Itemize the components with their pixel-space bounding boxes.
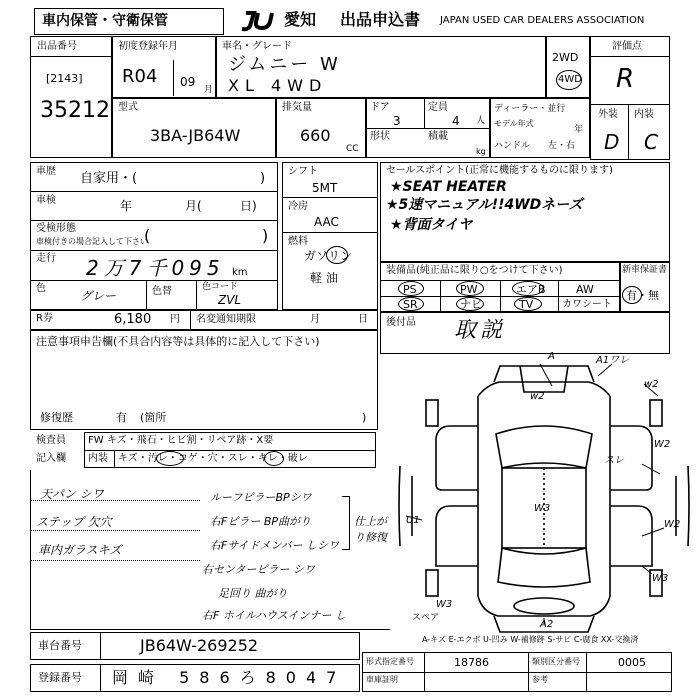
accepted-open: ( — [144, 226, 151, 245]
note-repair-finish: 仕上がり修復 — [354, 515, 387, 544]
accepted-note: 車検付きの場合記入して下さい — [36, 237, 148, 246]
mileage-label: 走行 — [36, 253, 56, 264]
model-year-unit: 年 — [574, 125, 584, 135]
equip-navi: ナビ — [460, 298, 482, 311]
diagram-mark-w3-a: W3 — [534, 503, 551, 514]
notes-label: 注意事項申告欄(不具合内容等は具体的に記入して下さい) — [36, 335, 320, 348]
repair-value: 有 — [116, 411, 127, 424]
note-step-hole: ステップ 欠穴 — [36, 515, 112, 529]
aircon-value: AAC — [314, 215, 339, 229]
interior-score: C — [644, 130, 658, 154]
diagram-mark-a1: A1ワレ — [596, 355, 630, 366]
reserve-label: 車庫証明 — [366, 675, 398, 684]
load-label: 積載 — [428, 131, 448, 142]
score-box — [590, 36, 670, 160]
score-label: 評価点 — [612, 41, 642, 52]
org-english: JAPAN USED CAR DEALERS ASSOCIATION — [440, 15, 645, 26]
entry-label: 記入欄 — [36, 453, 66, 464]
color-value: グレー — [80, 289, 117, 303]
selling-points-label: セールスポイント(正常に機能するものに限ります) — [386, 165, 613, 176]
equipment-label: 装備品(純正品に限り○をつけて下さい) — [386, 265, 563, 276]
fuel-label: 燃料 — [288, 236, 308, 247]
org-name: 愛知 — [284, 10, 317, 29]
diagram-mark-spare: スペア — [412, 613, 440, 623]
selling-point-3: ★背面タイヤ — [390, 217, 473, 233]
model-value: 3BA-JB64W — [150, 126, 241, 145]
reg-month-unit: 月 — [204, 85, 214, 95]
type-value: 18786 — [454, 656, 489, 669]
vehicle-grade: XL 4WD — [228, 76, 328, 95]
class-label: 類別区分番号 — [532, 657, 580, 666]
dealer-label: ディーラー・並行 — [494, 104, 566, 114]
color-change-label: 色替 — [152, 286, 172, 297]
drive-option-2wd: 2WD — [552, 51, 579, 64]
diagram-mark-w3-b: W3 — [652, 573, 669, 584]
doc-title: 出品申込書 — [340, 10, 421, 29]
note-glass-scratch: 車内ガラスキズ — [38, 543, 122, 557]
note-center-pillar: 右センターピラー シワ — [202, 563, 316, 576]
interior-row-label: 内装 — [88, 453, 108, 464]
color-code-label: 色コード — [202, 282, 239, 292]
checker-label: 検査員 — [36, 435, 66, 446]
displacement-label: 排気量 — [282, 102, 312, 113]
diagram-mark-a: A — [548, 351, 555, 362]
recycle-unit: 円 — [170, 314, 180, 325]
equip-pw: PW — [460, 283, 478, 296]
note-wheelhouse: 右F ホイルハウスインナー し — [202, 609, 346, 622]
vehicle-name: ジムニー W — [228, 54, 341, 75]
diagram-legend: A-キズ E-エクボ U-凹み W-補修跡 S-サビ C-腐食 XX-交換済 — [422, 635, 639, 644]
displacement-unit: CC — [346, 144, 359, 154]
interior-row: キズ・汚レ・コゲ・穴・スレ・キレ・破レ — [118, 453, 308, 464]
shift-label: シフト — [288, 166, 318, 177]
lot-number-label: 出品番号 — [37, 41, 77, 52]
history-close: ) — [260, 171, 266, 186]
lot-number: 35212 — [40, 98, 110, 123]
warranty-options: 有・無 — [626, 289, 659, 302]
handle-label: ハンドル — [494, 141, 531, 151]
equip-sr: SR — [403, 298, 418, 311]
after-parts-label: 後付品 — [386, 317, 416, 328]
capacity-value: 4 — [452, 114, 460, 128]
note-roof-wrinkle: 天パン シワ — [40, 487, 104, 501]
capacity-label: 定員 — [428, 102, 448, 113]
history-value: 自家用・( — [80, 171, 138, 186]
equip-aw: AW — [576, 283, 594, 296]
color-code: ZVL — [218, 293, 242, 307]
score-value: R — [616, 64, 635, 94]
repair-label: 修復歴 — [40, 411, 73, 424]
recycle-label: R券 — [36, 313, 53, 324]
color-label: 色 — [36, 283, 46, 294]
after-parts-value: 取説 — [454, 318, 507, 343]
repair-close: ) — [362, 411, 367, 424]
inspection-label: 車検 — [36, 195, 56, 206]
load-unit: kg — [476, 147, 486, 156]
plate-label: 登録番号 — [38, 671, 82, 684]
lot-prefix: [2143] — [46, 72, 83, 85]
recycle-value: 6,180 — [114, 312, 152, 327]
fuel-gasoline: ガソリン — [304, 249, 353, 263]
warranty-label: 新車保証書 — [622, 265, 668, 275]
reg-month: 09 — [180, 75, 196, 89]
mileage-value: 2万7千095 — [86, 256, 225, 280]
fw-row: FW キズ・飛石・ヒビ割・リペア跡・X要 — [88, 435, 274, 446]
diagram-mark-u1: U1 — [406, 515, 420, 526]
ju-logo — [240, 10, 284, 32]
reg-era-year: R04 — [122, 66, 158, 87]
shift-value: 5MT — [312, 181, 338, 195]
name-change-month: 月 — [310, 314, 320, 325]
shape-label: 形状 — [370, 131, 390, 142]
note-brace — [342, 496, 350, 550]
accepted-close: ) — [262, 226, 269, 245]
diagram-mark-w2-a: w2 — [530, 391, 545, 402]
reference-label: 参考 — [532, 675, 548, 684]
interior-stain-circle — [156, 451, 184, 466]
doors-label: ドア — [370, 102, 390, 113]
lot-box — [30, 36, 112, 158]
diagram-mark-w3-c: W3 — [436, 599, 453, 610]
inspection-year-unit: 年 — [120, 199, 133, 213]
after-parts-box — [380, 312, 670, 354]
note-f-pillar: 右Fピラー BP曲がり — [210, 515, 312, 528]
diagram-mark-scuff: スレ — [604, 455, 624, 466]
diagram-mark-w2-b: w2 — [644, 379, 659, 390]
exterior-score: D — [604, 130, 620, 154]
selling-point-2: ★5速マニュアル!!4WDネーズ — [386, 197, 583, 213]
chassis-label: 車台番号 — [38, 639, 82, 652]
note-roof-pillar: ルーフピラーBPシワ — [210, 491, 312, 504]
inspection-month-unit: 月( — [185, 199, 202, 213]
plate-value: 岡崎 586ろ8047 — [112, 668, 347, 687]
class-value: 0005 — [618, 656, 646, 669]
mileage-unit: km — [232, 267, 248, 278]
doors-value: 3 — [393, 114, 401, 128]
storage-label: 車内保管・守衛保管 — [42, 13, 168, 29]
handle-value: 左・右 — [548, 141, 576, 151]
drive-option-4wd: 4WD — [558, 74, 582, 85]
repair-place: (箇所 — [140, 411, 167, 424]
exterior-label: 外装 — [598, 109, 618, 120]
ju-logo-icon — [240, 10, 284, 32]
equip-airbag: エアB — [516, 283, 546, 296]
aircon-label: 冷房 — [288, 201, 308, 212]
history-label: 車歴 — [36, 166, 56, 177]
model-label: 型式 — [118, 102, 138, 113]
first-reg-label: 初度登録年月 — [118, 41, 178, 52]
selling-point-1: ★SEAT HEATER — [390, 179, 507, 195]
chassis-value: JB64W-269252 — [140, 636, 259, 655]
equip-ps: PS — [403, 283, 417, 296]
vehicle-name-label: 車名・グレード — [222, 41, 292, 52]
type-label: 形式指定番号 — [366, 657, 414, 666]
diagram-mark-w2-d: W2 — [664, 519, 681, 530]
displacement-value: 660 — [300, 126, 331, 145]
name-change-day: 日 — [358, 314, 368, 325]
note-side-member: 右Fサイドメンバー しシワ — [210, 539, 340, 552]
model-year-label: モデル年式 — [494, 119, 534, 128]
interior-wear-circle — [264, 451, 284, 466]
inspection-day-unit: 日) — [240, 199, 257, 213]
note-suspension: 足回り 曲がり — [218, 587, 288, 600]
equip-tv: TV — [519, 298, 534, 311]
interior-label: 内装 — [634, 109, 654, 120]
name-change-label: 名変通知期限 — [196, 314, 256, 325]
equip-kawaseat: カワシート — [562, 299, 612, 310]
fuel-diesel: 軽 油 — [310, 271, 338, 285]
accepted-label: 受検形態 — [36, 223, 76, 234]
diagram-mark-a2: A2 — [540, 619, 554, 630]
capacity-unit: 人 — [476, 116, 486, 126]
diagram-mark-w2-c: W2 — [654, 439, 671, 450]
